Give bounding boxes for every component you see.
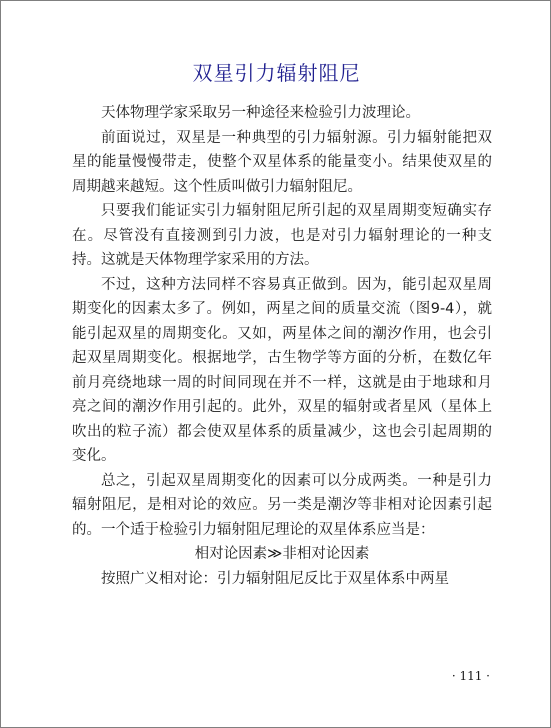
paragraph-3: 只要我们能证实引力辐射阻尼所引起的双星周期变短确实存在。尽管没有直接测到引力波，也是对引力辐射理论的一种支持。这就是天体物理学家采用的方法。: [72, 203, 492, 268]
paragraph-2: 前面说过，双星是一种典型的引力辐射源。引力辐射能把双星的能量慢慢带走，使整个双星体系的能量变小。结果使双星的周期越来越短。这个性质叫做引力辐射阻尼。: [72, 129, 492, 195]
centered-formula-line: 相对论因素≫非相对论因素: [194, 546, 370, 562]
paragraph-1: 天体物理学家采取另一种途径来检验引力波理论。: [101, 105, 420, 121]
page-number: · 111 ·: [451, 669, 490, 683]
paragraph-4: 不过，这种方法同样不容易真正做到。因为，能引起双星周期变化的因素太多了。例如，两星之间的质量交流（图9-4），就能引起双星的周期变化。又如，两星体之间的潮汐作用，也会引起双星周期变化。根据地学，古生物学等方面的分析，在数亿年前月亮绕地球一周的时间同现在并不一样，这就是由于地球和月亮之间的潮汐作用引起的。此外，双星的辐射或者星风（星体上吹出的粒子流）都会使双星体系的质量减少，这也会引起周期的变化。: [72, 276, 492, 464]
paragraph-5: 总之，引起双星周期变化的因素可以分成两类。一种是引力辐射阻尼，是相对论的效应。另一类是潮汐等非相对论因素引起的。一个适于检验引力辐射阻尼理论的双星体系应当是：: [72, 472, 492, 538]
paragraph-6: 按照广义相对论：引力辐射阻尼反比于双星体系中两星: [101, 570, 449, 587]
body-text: [72, 101, 492, 591]
page-title: 双星引力辐射阻尼: [192, 61, 361, 85]
